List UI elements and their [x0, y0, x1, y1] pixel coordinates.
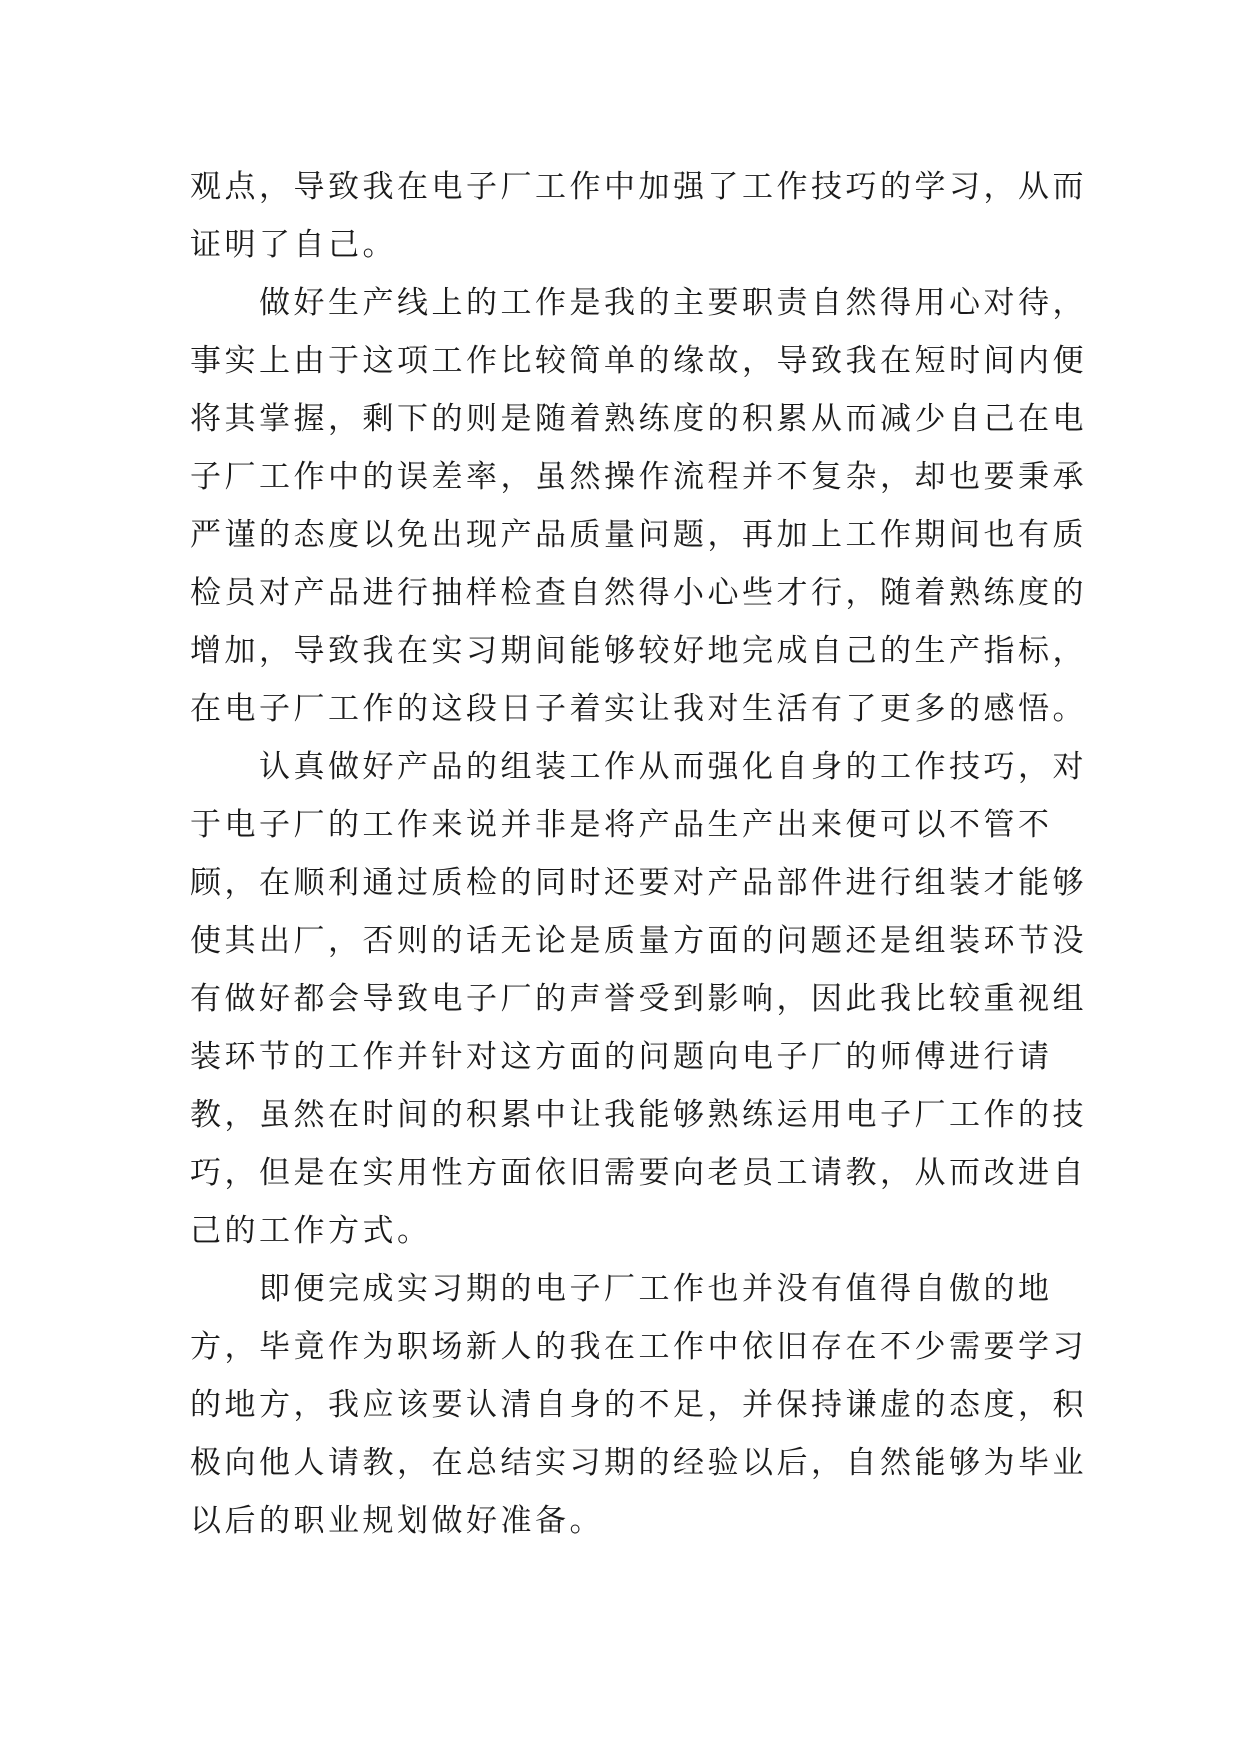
- text-line: 教，虽然在时间的积累中让我能够熟练运用电子厂工作的技: [190, 1097, 1087, 1133]
- text-line: 使其出厂，否则的话无论是质量方面的问题还是组装环节没: [190, 923, 1087, 959]
- text-line: 观点，导致我在电子厂工作中加强了工作技巧的学习，从而: [190, 169, 1087, 205]
- text-line: 极向他人请教，在总结实习期的经验以后，自然能够为毕业: [190, 1445, 1087, 1481]
- text-line: 将其掌握，剩下的则是随着熟练度的积累从而减少自己在电: [190, 401, 1087, 437]
- document-body: [190, 158, 1087, 1550]
- text-line: 方，毕竟作为职场新人的我在工作中依旧存在不少需要学习: [190, 1329, 1087, 1365]
- paragraph-start-line: 即便完成实习期的电子厂工作也并没有值得自傲的地: [259, 1271, 1053, 1307]
- text-line: 子厂工作中的误差率，虽然操作流程并不复杂，却也要秉承: [190, 459, 1087, 495]
- text-line: 在电子厂工作的这段日子着实让我对生活有了更多的感悟。: [190, 691, 1087, 727]
- text-line: 以后的职业规划做好准备。: [190, 1503, 604, 1539]
- text-line: 检员对产品进行抽样检查自然得小心些才行，随着熟练度的: [190, 575, 1087, 611]
- paragraph-start-line: 做好生产线上的工作是我的主要职责自然得用心对待，: [259, 285, 1087, 321]
- text-line: 于电子厂的工作来说并非是将产品生产出来便可以不管不: [190, 807, 1053, 843]
- text-line: 证明了自己。: [190, 227, 397, 263]
- text-line: 有做好都会导致电子厂的声誉受到影响，因此我比较重视组: [190, 981, 1087, 1017]
- text-line: 事实上由于这项工作比较简单的缘故，导致我在短时间内便: [190, 343, 1087, 379]
- text-line: 顾，在顺利通过质检的同时还要对产品部件进行组装才能够: [190, 865, 1087, 901]
- text-line: 的地方，我应该要认清自身的不足，并保持谦虚的态度，积: [190, 1387, 1087, 1423]
- text-line: 增加，导致我在实习期间能够较好地完成自己的生产指标，: [190, 633, 1087, 669]
- text-line: 严谨的态度以免出现产品质量问题，再加上工作期间也有质: [190, 517, 1087, 553]
- text-line: 巧，但是在实用性方面依旧需要向老员工请教，从而改进自: [190, 1155, 1087, 1191]
- text-line: 己的工作方式。: [190, 1213, 432, 1249]
- paragraph-start-line: 认真做好产品的组装工作从而强化自身的工作技巧，对: [259, 749, 1087, 785]
- text-line: 装环节的工作并针对这方面的问题向电子厂的师傅进行请: [190, 1039, 1053, 1075]
